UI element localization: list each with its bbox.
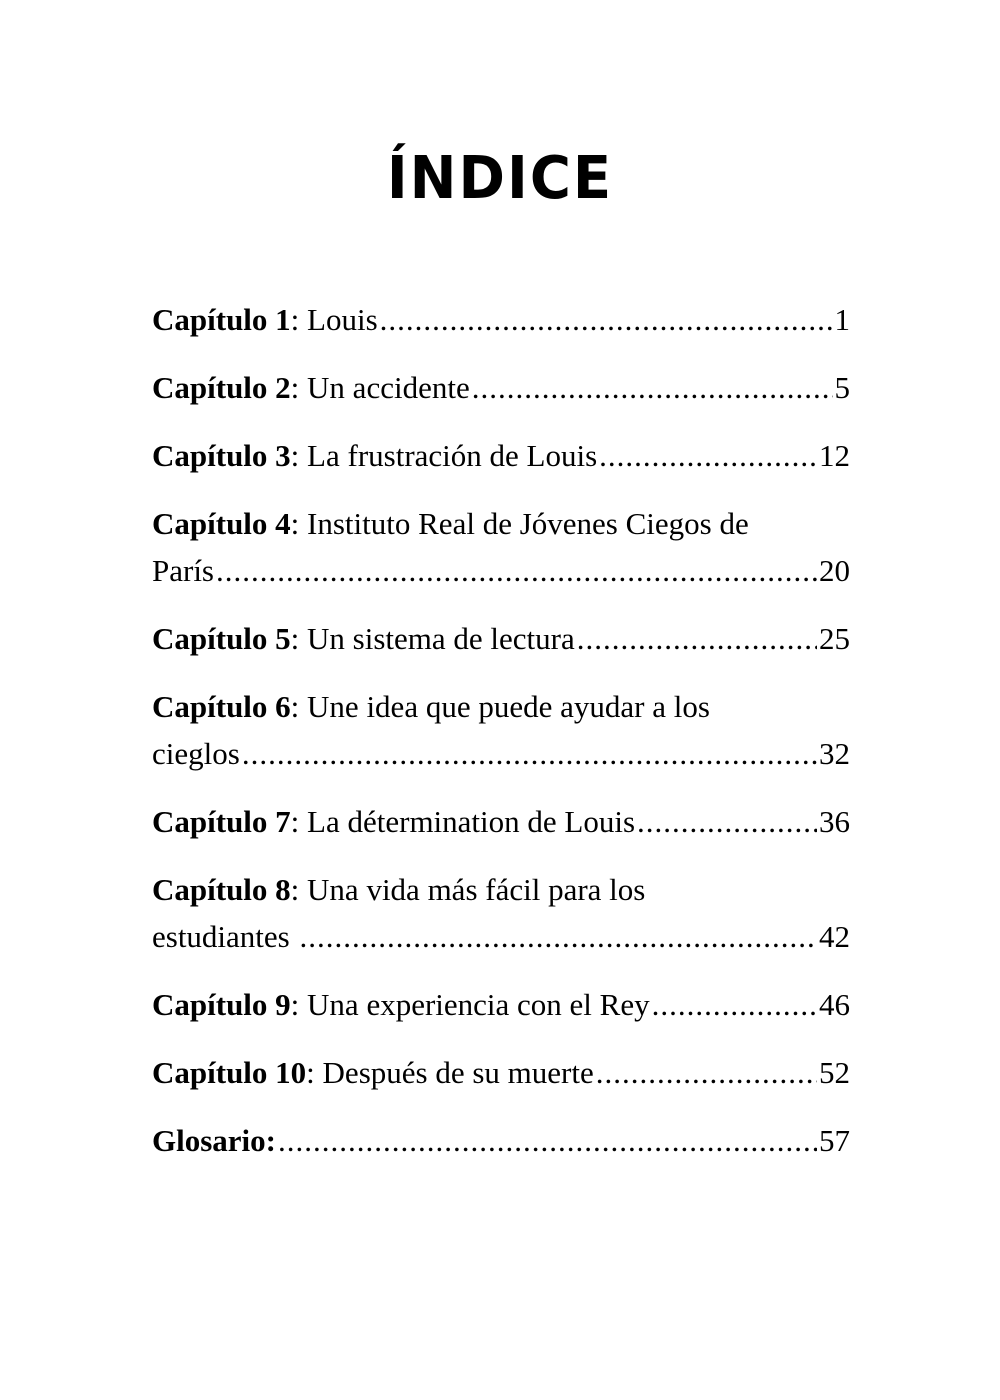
- toc-entry-chapter-8: [152, 866, 850, 960]
- chapter-separator: :: [290, 872, 300, 907]
- dot-leader: [278, 1117, 817, 1164]
- chapter-label: Capítulo 1: [152, 302, 291, 337]
- chapter-title: La frustración de Louis: [307, 438, 598, 473]
- dot-leader: [242, 730, 817, 777]
- toc-entry-chapter-7: [152, 798, 850, 845]
- dot-leader: [596, 1049, 817, 1096]
- page-number: 12: [819, 438, 850, 473]
- chapter-title: La détermination de Louis: [307, 804, 636, 839]
- dot-leader: [216, 547, 817, 594]
- chapter-title: Louis: [307, 302, 378, 337]
- chapter-separator: :: [290, 987, 300, 1022]
- chapter-separator: :: [290, 302, 300, 337]
- dot-leader: [577, 615, 817, 662]
- page-number: 1: [834, 302, 850, 337]
- chapter-label: Capítulo 10: [152, 1055, 307, 1090]
- chapter-separator: :: [306, 1055, 315, 1090]
- toc-entry-chapter-4: [152, 500, 850, 594]
- page-number: 52: [819, 1055, 850, 1090]
- chapter-title: Un sistema de lectura: [307, 621, 575, 656]
- chapter-label: Capítulo 8: [152, 872, 291, 907]
- dot-leader: [300, 913, 818, 960]
- dot-leader: [599, 432, 817, 479]
- chapter-label: Capítulo 3: [152, 438, 291, 473]
- toc-entry-chapter-5: [152, 615, 850, 662]
- page-number: 5: [834, 370, 850, 405]
- chapter-label: Capítulo 9: [152, 987, 291, 1022]
- chapter-title: Une idea que puede ayudar a los: [307, 689, 710, 724]
- chapter-separator: :: [290, 689, 300, 724]
- dot-leader: [380, 296, 833, 343]
- chapter-title: Un accidente: [307, 370, 470, 405]
- dot-leader: [652, 981, 817, 1028]
- chapter-separator: :: [290, 370, 300, 405]
- chapter-title-continued: estudiantes: [152, 919, 290, 954]
- chapter-title: Una vida más fácil para los: [307, 872, 646, 907]
- dot-leader: [472, 364, 833, 411]
- chapter-label: Capítulo 2: [152, 370, 291, 405]
- toc-entry-chapter-2: [152, 364, 850, 411]
- toc-entry-glossary: [152, 1117, 850, 1164]
- chapter-title-continued: París: [152, 553, 214, 588]
- toc-entry-chapter-1: [152, 296, 850, 343]
- page-number: 36: [819, 804, 850, 839]
- page-number: 57: [819, 1123, 850, 1158]
- chapter-title: Una experiencia con el Rey: [307, 987, 650, 1022]
- chapter-separator: :: [290, 506, 300, 541]
- glossary-label: Glosario:: [152, 1123, 276, 1158]
- page-number: 46: [819, 987, 850, 1022]
- chapter-label: Capítulo 7: [152, 804, 291, 839]
- dot-leader: [637, 798, 817, 845]
- page-number: 25: [819, 621, 850, 656]
- page-title: ÍNDICE: [386, 144, 614, 213]
- toc-entry-chapter-10: [152, 1049, 850, 1096]
- page-number: 20: [819, 553, 850, 588]
- toc-entry-chapter-3: [152, 432, 850, 479]
- toc-entry-chapter-9: [152, 981, 850, 1028]
- chapter-label: Capítulo 6: [152, 689, 291, 724]
- page-number: 32: [819, 736, 850, 771]
- chapter-separator: :: [290, 621, 300, 656]
- chapter-title: Instituto Real de Jóvenes Ciegos de: [307, 506, 749, 541]
- chapter-title: Después de su muerte: [322, 1055, 594, 1090]
- chapter-title-continued: cieglos: [152, 736, 240, 771]
- table-of-contents: [152, 296, 850, 1185]
- page-number: 42: [819, 919, 850, 954]
- chapter-separator: :: [290, 438, 300, 473]
- chapter-separator: :: [290, 804, 300, 839]
- chapter-label: Capítulo 4: [152, 506, 291, 541]
- toc-entry-chapter-6: [152, 683, 850, 777]
- chapter-label: Capítulo 5: [152, 621, 291, 656]
